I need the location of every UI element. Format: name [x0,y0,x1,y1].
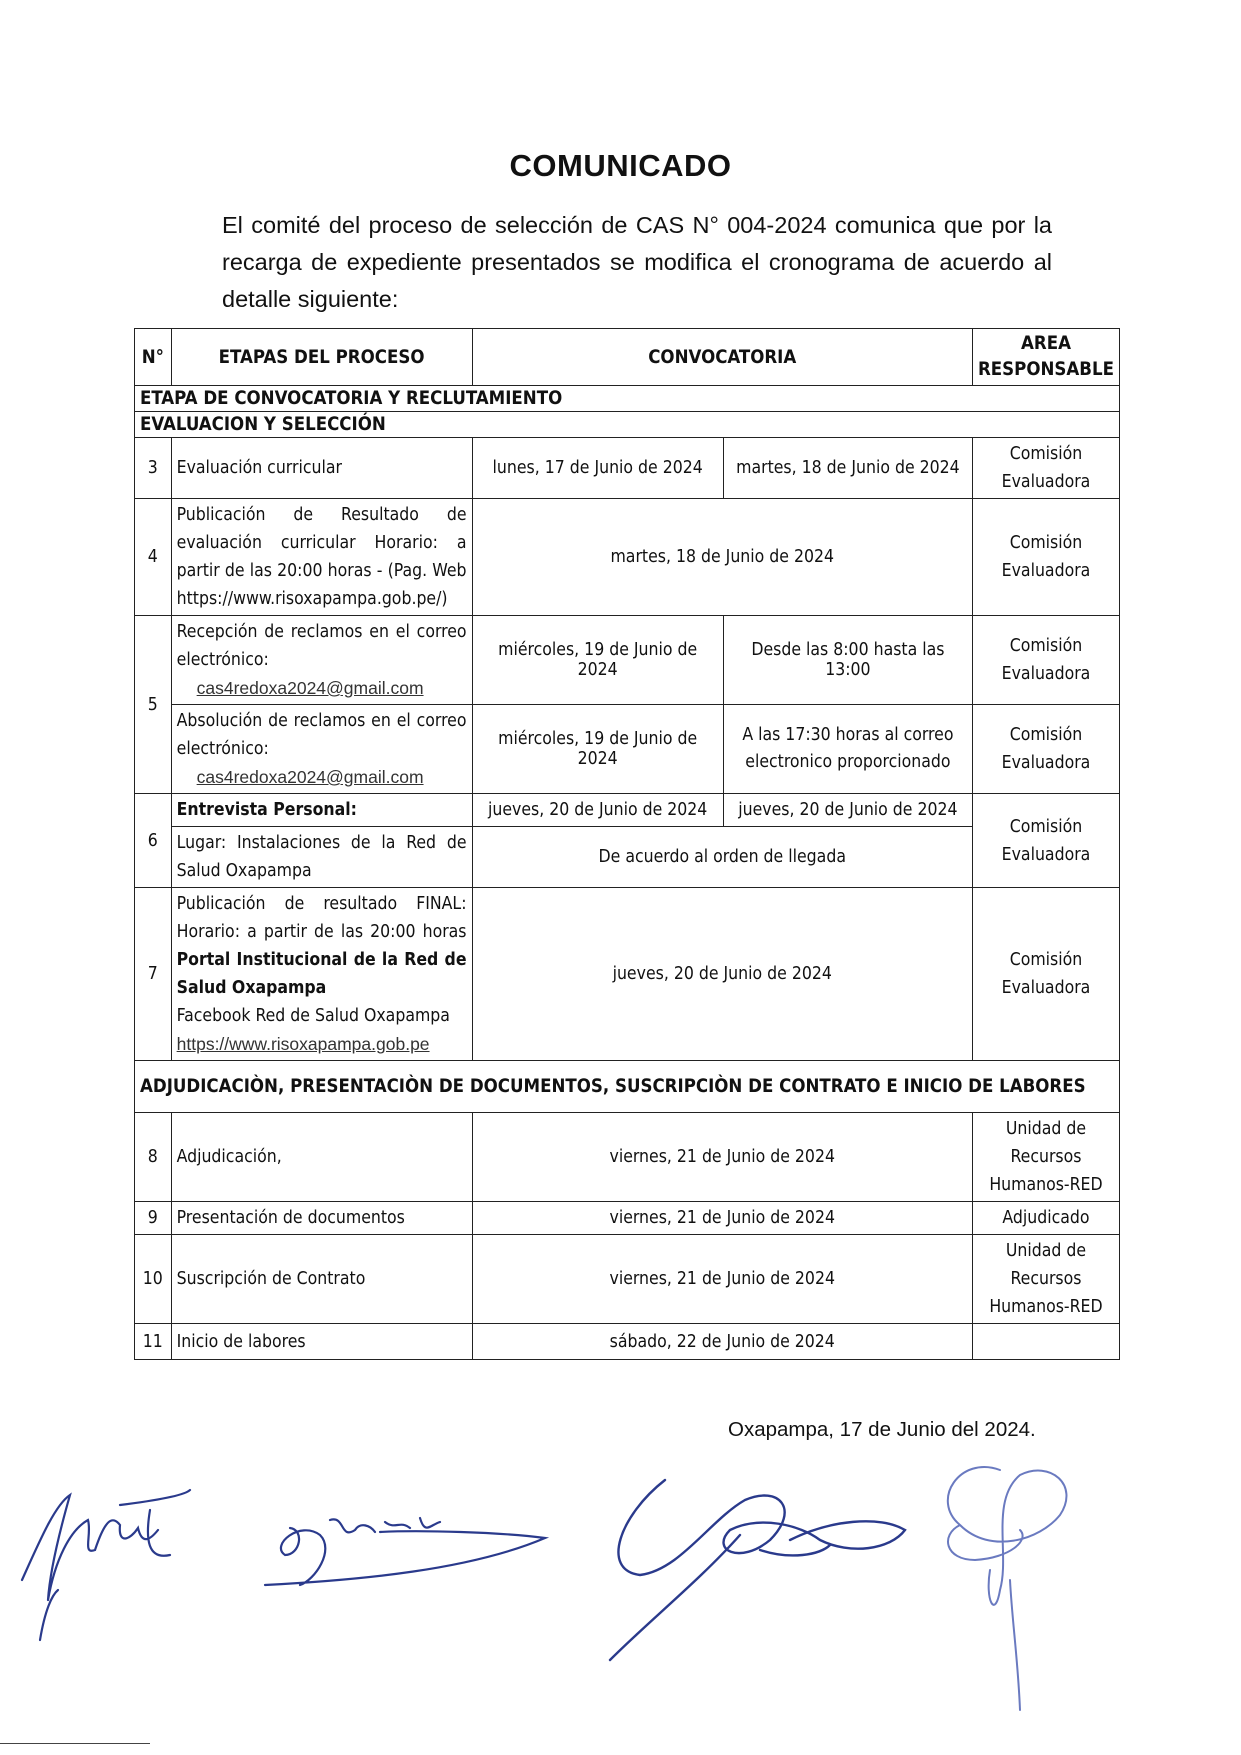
row-date-start: miércoles, 19 de Junio de 2024 [472,705,723,794]
table-header-row [135,329,1120,386]
row-stage: Evaluación curricular [171,438,472,499]
row-stage: Inicio de labores [171,1324,472,1360]
section-evaluacion: EVALUACION Y SELECCIÓN [135,412,1120,438]
row-num: 7 [135,888,172,1061]
table-row [135,616,1120,705]
row-note: De acuerdo al orden de llegada [472,827,972,888]
row-num: 3 [135,438,172,499]
row-stage: Adjudicación, [171,1113,472,1202]
row-stage: Suscripción de Contrato [171,1235,472,1324]
stage-facebook: Facebook Red de Salud Oxapampa [176,1006,450,1026]
schedule-table [134,328,1120,1360]
row-num: 8 [135,1113,172,1202]
section-convocatoria: ETAPA DE CONVOCATORIA Y RECLUTAMIENTO [135,386,1120,412]
row-stage-place: Lugar: Instalaciones de la Red de Salud Oxapampa [171,827,472,888]
row-date: martes, 18 de Junio de 2024 [472,499,972,616]
row-stage [171,705,472,794]
row-area: Comisión Evaluadora [972,616,1119,705]
row-area: Unidad de Recursos Humanos-RED [972,1235,1119,1324]
table-row [135,794,1120,827]
row-date-start: lunes, 17 de Junio de 2024 [472,438,723,499]
table-row [135,1235,1120,1324]
row-time: A las 17:30 horas al correo electronico proporcionado [723,705,972,794]
bottom-rule [0,1743,150,1744]
row-area: Unidad de Recursos Humanos-RED [972,1113,1119,1202]
table-row [135,705,1120,794]
table-row [135,1324,1120,1360]
row-date-start: miércoles, 19 de Junio de 2024 [472,616,723,705]
table-row [135,438,1120,499]
signature-4 [948,1467,1067,1710]
place-date: Oxapampa, 17 de Junio del 2024. [728,1418,1036,1441]
section-adjudicacion: ADJUDICACIÒN, PRESENTACIÒN DE DOCUMENTOS, SUSCRIPCIÒN DE CONTRATO E INICIO DE LABORES [135,1061,1120,1113]
row-date: viernes, 21 de Junio de 2024 [472,1113,972,1202]
row-date-start: jueves, 20 de Junio de 2024 [472,794,723,827]
table-row [135,1113,1120,1202]
table-row [135,888,1120,1061]
row-num: 10 [135,1235,172,1324]
signature-3 [610,1480,905,1660]
row-time: Desde las 8:00 hasta las 13:00 [723,616,972,705]
row-area: Comisión Evaluadora [972,438,1119,499]
row-date-end: martes, 18 de Junio de 2024 [723,438,972,499]
row-stage [171,888,472,1061]
email-link[interactable]: cas4redoxa2024@gmail.com [196,678,424,698]
page-title: COMUNICADO [509,148,732,183]
header-num: N° [135,329,172,386]
stage-text: Recepción de reclamos en el correo electrónico: [176,622,467,670]
row-stage: Presentación de documentos [171,1202,472,1235]
header-area: AREA RESPONSABLE [972,329,1119,386]
row-num: 11 [135,1324,172,1360]
row-area: Comisión Evaluadora [972,794,1119,888]
stage-portal: Portal Institucional de la Red de Salud Oxapampa [176,950,467,998]
row-area: Comisión Evaluadora [972,705,1119,794]
table-row [135,1202,1120,1235]
row-date: viernes, 21 de Junio de 2024 [472,1202,972,1235]
row-num: 5 [135,616,172,794]
section-row [135,1061,1120,1113]
row-stage-title: Entrevista Personal: [171,794,472,827]
row-date: viernes, 21 de Junio de 2024 [472,1235,972,1324]
row-date: jueves, 20 de Junio de 2024 [472,888,972,1061]
table-row [135,827,1120,888]
section-row [135,386,1120,412]
row-num: 6 [135,794,172,888]
stage-text: Absolución de reclamos en el correo electrónico: [176,711,467,759]
website-link[interactable]: https://www.risoxapampa.gob.pe [176,1034,430,1054]
email-link[interactable]: cas4redoxa2024@gmail.com [196,767,424,787]
header-stages: ETAPAS DEL PROCESO [171,329,472,386]
table-row [135,499,1120,616]
header-convocatoria: CONVOCATORIA [472,329,972,386]
row-area [972,1324,1119,1360]
row-stage: Publicación de Resultado de evaluación curricular Horario: a partir de las 20:00 horas - (Pag. Web https://www.risoxapampa.gob.pe/) [171,499,472,616]
row-num: 9 [135,1202,172,1235]
intro-paragraph: El comité del proceso de selección de CAS N° 004-2024 comunica que por la recarga de expediente presentados se modifica el cronograma de acuerdo al detalle siguiente: [222,212,1052,312]
signatures-area [0,1460,1241,1740]
row-stage [171,616,472,705]
signature-2 [265,1518,545,1585]
signature-1 [22,1490,190,1640]
row-area: Comisión Evaluadora [972,888,1119,1061]
row-area: Adjudicado [972,1202,1119,1235]
row-date: sábado, 22 de Junio de 2024 [472,1324,972,1360]
row-area: Comisión Evaluadora [972,499,1119,616]
section-row [135,412,1120,438]
row-num: 4 [135,499,172,616]
row-date-end: jueves, 20 de Junio de 2024 [723,794,972,827]
stage-text: Publicación de resultado FINAL: Horario: a partir de las 20:00 horas [176,894,467,942]
